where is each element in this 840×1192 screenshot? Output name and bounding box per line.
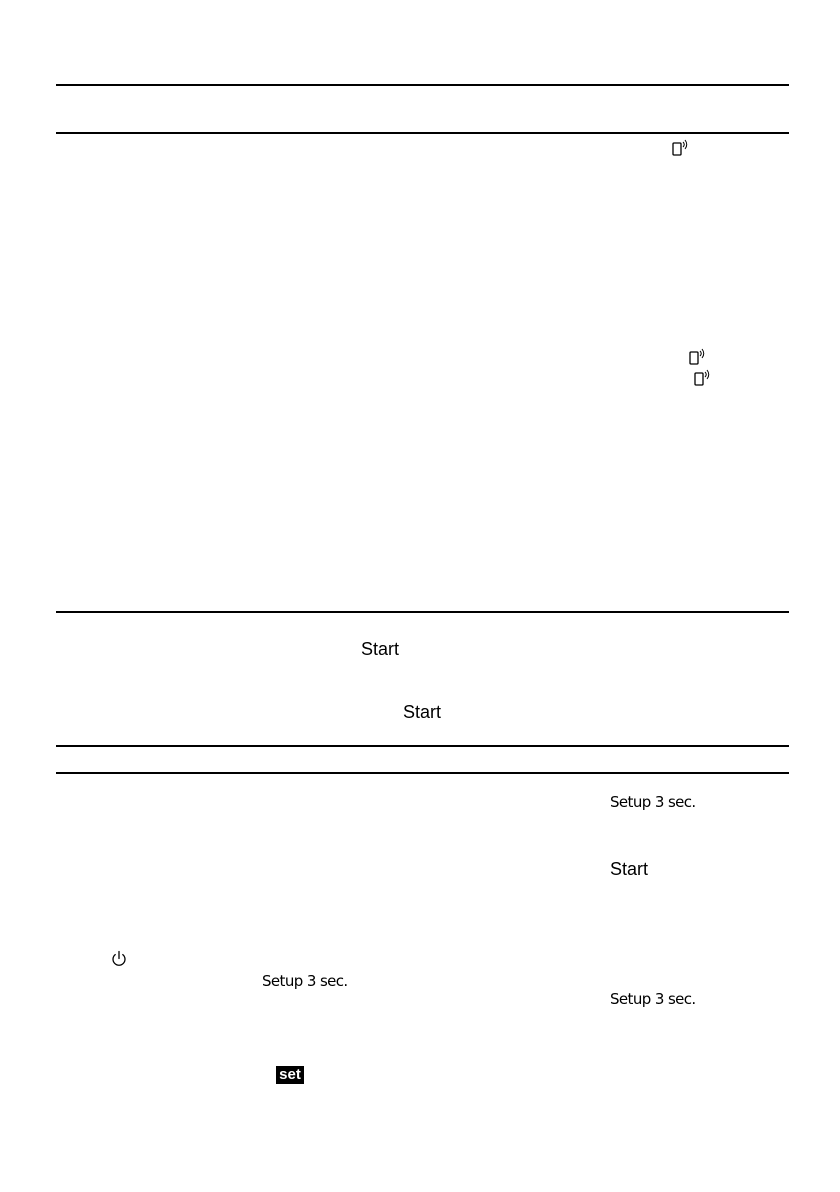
setup-3-sec-label: Setup 3 sec. (610, 793, 696, 811)
setup-3-sec-label: Setup 3 sec. (610, 990, 696, 1008)
table-rule-header-bottom (56, 132, 789, 134)
remote-start-icon (689, 347, 707, 367)
table-rule-section-1 (56, 611, 789, 613)
setup-3-sec-label: Setup 3 sec. (262, 972, 348, 990)
table-rule-section-2 (56, 745, 789, 747)
start-button-label: Start (610, 859, 649, 879)
start-button-label: Start (403, 702, 442, 722)
start-button-label: Start (361, 639, 400, 659)
remote-start-icon (694, 368, 712, 388)
remote-start-icon (672, 138, 690, 158)
set-badge: set (276, 1066, 304, 1084)
table-rule-header-2-bottom (56, 772, 789, 774)
table-rule-top (56, 84, 789, 86)
power-icon (110, 950, 128, 968)
